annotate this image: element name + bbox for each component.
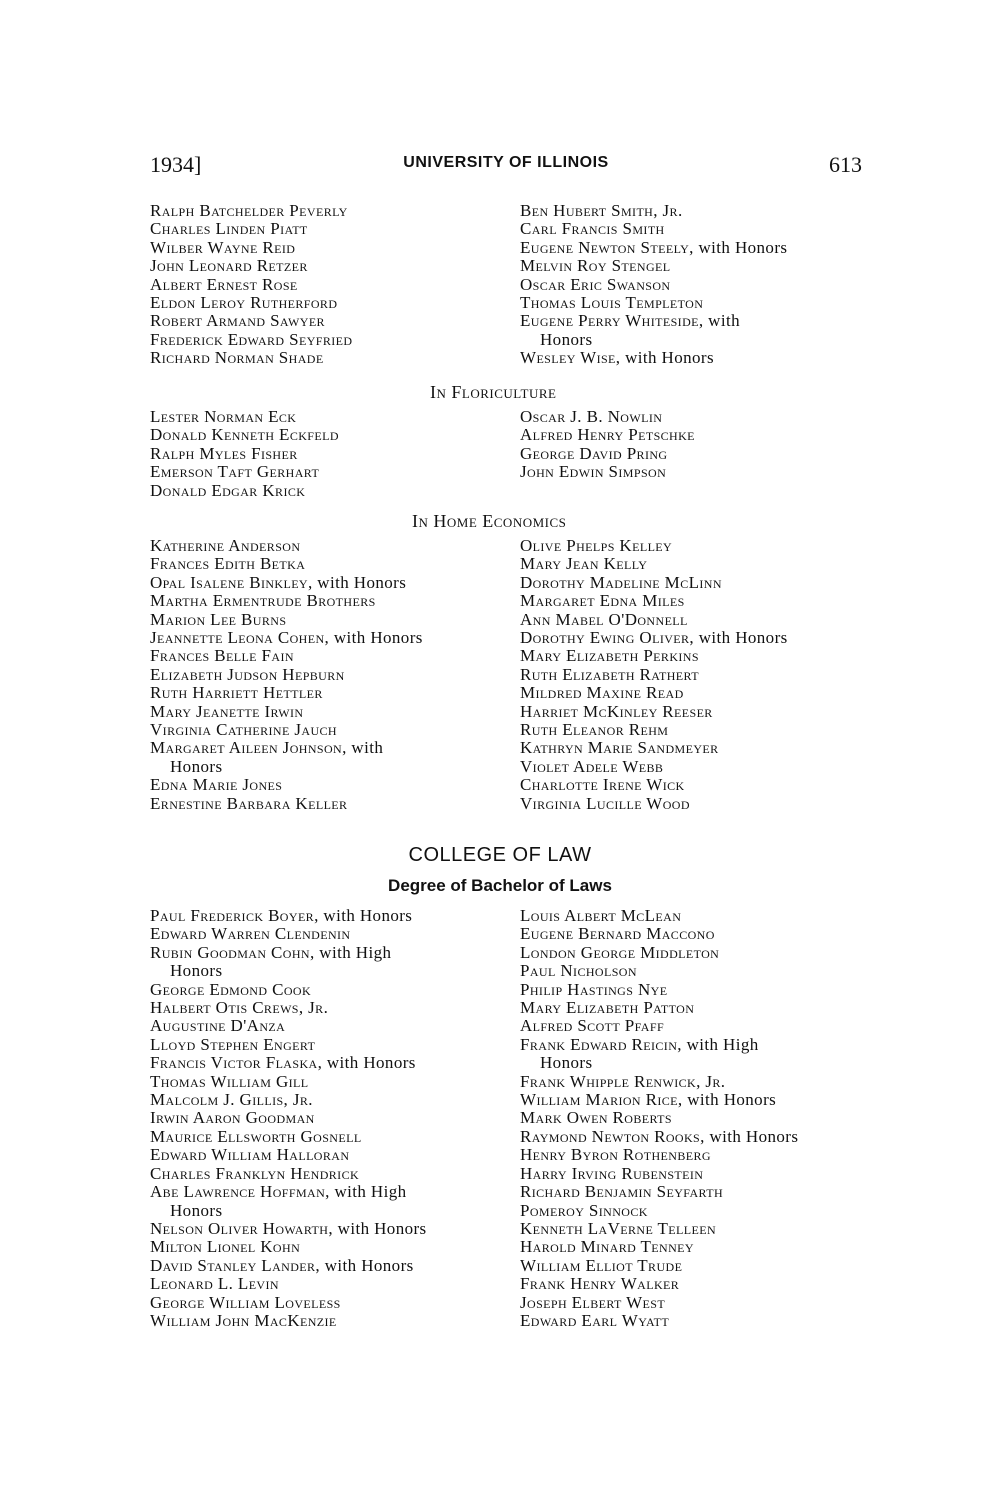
graduate-name: John Leonard Retzer — [150, 256, 308, 276]
graduates-list-left — [150, 202, 352, 368]
graduates-list-right — [520, 202, 787, 368]
graduate-name — [150, 758, 423, 776]
graduate-name-text: Oscar Eric Swanson — [520, 274, 671, 294]
honors-note: with High — [319, 942, 392, 962]
graduate-name — [150, 1109, 427, 1127]
graduate-name: Oscar J. B. Nowlin — [520, 407, 663, 426]
graduate-name-text: Philip Hastings Nye — [520, 979, 668, 999]
floriculture-heading: In Floriculture — [430, 382, 557, 402]
graduate-name-text: Rubin Goodman Cohn, — [150, 942, 320, 962]
graduate-name — [150, 574, 423, 592]
honors-note: with Honors — [317, 572, 407, 592]
graduate-name — [520, 1017, 798, 1035]
graduate-name-text: Thomas Louis Templeton — [520, 293, 704, 313]
graduate-name-text: Raymond Newton Rooks, — [520, 1126, 710, 1146]
graduate-name — [520, 1294, 798, 1312]
honors-note: with — [351, 738, 384, 758]
graduate-name-text: Jeannette Leona Cohen, — [150, 628, 334, 648]
graduate-name — [520, 1128, 798, 1146]
graduate-name-text: Pomeroy Sinnock — [520, 1200, 648, 1220]
graduate-name — [150, 703, 423, 721]
graduate-name-text: Alfred Scott Pfaff — [520, 1016, 665, 1036]
graduate-name-text: Mary Elizabeth Perkins — [520, 646, 699, 666]
graduate-name — [150, 721, 423, 739]
honors-note: with Honors — [333, 628, 423, 648]
running-header — [150, 150, 862, 180]
honors-note: with High — [686, 1034, 759, 1054]
graduate-name-text: Frances Edith Betka — [150, 554, 306, 574]
graduate-name: Albert Ernest Rose — [150, 274, 298, 294]
graduate-name-text: William Elliot Trude — [520, 1255, 683, 1275]
graduate-name — [520, 944, 798, 962]
graduate-name: Ralph Batchelder Peverly — [150, 201, 348, 220]
graduate-name — [150, 1257, 427, 1275]
graduate-name-text: Dorothy Madeline McLinn — [520, 572, 722, 592]
graduate-name-text: Mary Jean Kelly — [520, 554, 648, 574]
graduate-name: Wilber Wayne Reid — [150, 237, 296, 257]
graduate-name — [520, 1202, 798, 1220]
graduate-name-text: Joseph Elbert West — [520, 1292, 666, 1312]
graduate-name — [150, 1054, 427, 1072]
graduate-name — [520, 1183, 798, 1201]
graduate-name — [150, 739, 423, 757]
home-economics-heading: In Home Economics — [412, 511, 567, 531]
graduate-name-text: London George Middleton — [520, 942, 720, 962]
graduate-name — [150, 1073, 427, 1091]
graduate-name — [150, 907, 427, 925]
graduate-name — [150, 555, 423, 573]
graduate-name-text: Dorothy Ewing Oliver, — [520, 628, 699, 648]
graduate-name-text: William John MacKenzie — [150, 1310, 337, 1330]
graduate-name — [520, 1220, 798, 1238]
graduate-name-text: Olive Phelps Kelley — [520, 536, 673, 555]
graduate-name — [520, 202, 787, 220]
graduate-name-text: Maurice Ellsworth Gosnell — [150, 1126, 362, 1146]
graduate-name — [150, 776, 423, 794]
graduate-name — [520, 349, 787, 367]
graduate-name — [520, 1109, 798, 1127]
graduate-name — [150, 666, 423, 684]
graduate-name — [150, 592, 423, 610]
graduate-name — [520, 574, 788, 592]
graduate-name-text: Louis Albert McLean — [520, 906, 682, 925]
graduate-name-text: Elizabeth Judson Hepburn — [150, 664, 345, 684]
graduate-name-text: Edna Marie Jones — [150, 775, 283, 795]
graduate-name — [150, 944, 427, 962]
graduate-name: Robert Armand Sawyer — [150, 311, 325, 331]
page-number: 613 — [829, 152, 862, 177]
graduate-name-text: Ben Hubert Smith, Jr. — [520, 201, 683, 220]
graduate-name — [150, 1128, 427, 1146]
home-economics-list-left — [150, 537, 423, 813]
graduate-name — [520, 294, 787, 312]
graduate-name — [520, 999, 798, 1017]
graduate-name-text: Nelson Oliver Howarth, — [150, 1218, 338, 1238]
graduate-name — [520, 1073, 798, 1091]
graduate-name-text: Edward Warren Clendenin — [150, 924, 351, 944]
graduate-name-text: Thomas William Gill — [150, 1071, 309, 1091]
header-year: 1934] — [150, 152, 202, 177]
graduate-name — [520, 629, 788, 647]
graduate-name — [150, 1017, 427, 1035]
graduate-name-text: Harriet McKinley Reeser — [520, 701, 713, 721]
graduate-name-text: Eugene Newton Steely, — [520, 237, 699, 257]
graduate-name: Frederick Edward Seyfried — [150, 329, 353, 349]
graduate-name-text: Mark Owen Roberts — [520, 1108, 672, 1128]
graduate-name — [150, 1183, 427, 1201]
graduate-name-text: Leonard L. Levin — [150, 1274, 279, 1294]
honors-note: Honors — [170, 756, 223, 776]
graduate-name — [150, 647, 423, 665]
honors-note: with Honors — [687, 1090, 777, 1110]
graduate-name — [520, 537, 788, 555]
graduate-name-text: Ruth Harriett Hettler — [150, 683, 323, 703]
graduate-name-text: Eugene Bernard Maccono — [520, 924, 715, 944]
graduate-name — [520, 758, 788, 776]
graduate-name — [520, 1165, 798, 1183]
graduate-name — [520, 312, 787, 330]
graduate-name — [520, 795, 788, 813]
graduate-name: Donald Edgar Krick — [150, 480, 306, 500]
graduate-name-text: Edward William Halloran — [150, 1145, 350, 1165]
graduate-name-text: Irwin Aaron Goodman — [150, 1108, 315, 1128]
graduate-name: Charles Linden Piatt — [150, 219, 308, 239]
graduate-name-text: David Stanley Lander, — [150, 1255, 325, 1275]
graduate-name-text: Harold Minard Tenney — [520, 1237, 694, 1257]
graduate-name — [520, 555, 788, 573]
graduate-name-text: George Edmond Cook — [150, 979, 312, 999]
graduate-name — [520, 239, 787, 257]
graduate-name — [520, 331, 787, 349]
graduate-name-text: Abe Lawrence Hoffman, — [150, 1182, 335, 1202]
graduate-name: Richard Norman Shade — [150, 348, 324, 368]
college-of-law-heading: COLLEGE OF LAW — [408, 844, 592, 866]
graduate-name — [520, 1275, 798, 1293]
graduate-name-text: Mildred Maxine Read — [520, 683, 684, 703]
graduate-name-text: Marion Lee Burns — [150, 609, 287, 629]
honors-note: with Honors — [326, 1053, 416, 1073]
graduate-name — [520, 592, 788, 610]
graduate-name — [520, 666, 788, 684]
graduate-name-text: Richard Benjamin Seyfarth — [520, 1182, 724, 1202]
law-list-left — [150, 907, 427, 1330]
honors-note: with Honors — [625, 348, 715, 368]
graduate-name: Donald Kenneth Eckfeld — [150, 425, 339, 445]
graduate-name-text: Frank Edward Reicin, — [520, 1034, 687, 1054]
graduate-name-text: Francis Victor Flaska, — [150, 1053, 327, 1073]
graduate-name-text: Paul Nicholson — [520, 961, 637, 981]
graduate-name — [520, 776, 788, 794]
graduate-name — [150, 999, 427, 1017]
graduate-name-text: Frances Belle Fain — [150, 646, 294, 666]
graduate-name — [150, 1275, 427, 1293]
graduate-name-text: Opal Isalene Binkley, — [150, 572, 318, 592]
graduate-name — [150, 1036, 427, 1054]
graduate-name — [520, 1312, 798, 1330]
honors-note: Honors — [170, 961, 223, 981]
graduate-name-text: Kathryn Marie Sandmeyer — [520, 738, 719, 758]
graduate-name-text: Virginia Catherine Jauch — [150, 720, 337, 740]
graduate-name — [150, 537, 423, 555]
graduate-name-text: Frank Henry Walker — [520, 1274, 680, 1294]
graduate-name — [150, 981, 427, 999]
graduate-name-text: Martha Ermentrude Brothers — [150, 591, 376, 611]
graduate-name: George David Pring — [520, 443, 668, 463]
graduate-name — [150, 1146, 427, 1164]
graduate-name — [520, 647, 788, 665]
graduate-name-text: Melvin Roy Stengel — [520, 256, 671, 276]
floriculture-list-right — [520, 408, 695, 482]
graduate-name-text: Harry Irving Rubenstein — [520, 1163, 704, 1183]
graduate-name — [150, 611, 423, 629]
degree-heading: Degree of Bachelor of Laws — [388, 876, 612, 895]
graduate-name — [520, 925, 798, 943]
graduate-name-text: Henry Byron Rothenberg — [520, 1145, 711, 1165]
honors-note: with Honors — [324, 1255, 414, 1275]
graduate-name-text: Charlotte Irene Wick — [520, 775, 685, 795]
graduate-name — [520, 1036, 798, 1054]
honors-note: with Honors — [337, 1218, 427, 1238]
graduate-name — [150, 962, 427, 980]
graduate-name-text: Violet Adele Webb — [520, 756, 664, 776]
graduate-name: Alfred Henry Petschke — [520, 425, 695, 445]
graduate-name-text: Wesley Wise, — [520, 348, 626, 368]
home-economics-list-right — [520, 537, 788, 813]
graduate-name — [150, 1091, 427, 1109]
graduate-name — [520, 721, 788, 739]
graduate-name — [150, 1202, 427, 1220]
honors-note: with Honors — [698, 628, 788, 648]
graduate-name-text: Frank Whipple Renwick, Jr. — [520, 1071, 726, 1091]
graduate-name-text: William Marion Rice, — [520, 1090, 688, 1110]
graduate-name-text: Charles Franklyn Hendrick — [150, 1163, 360, 1183]
graduate-name-text: Mary Jeanette Irwin — [150, 701, 304, 721]
graduate-name-text: Milton Lionel Kohn — [150, 1237, 301, 1257]
graduate-name — [520, 257, 787, 275]
graduate-name — [150, 1312, 427, 1330]
honors-note: with Honors — [323, 906, 413, 925]
graduate-name-text: Eugene Perry Whiteside, — [520, 311, 709, 331]
law-list-right — [520, 907, 798, 1330]
honors-note: with Honors — [709, 1126, 799, 1146]
graduate-name-text: Katherine Anderson — [150, 536, 301, 555]
honors-note: with — [708, 311, 740, 331]
graduate-name-text: Carl Francis Smith — [520, 219, 665, 239]
graduate-name-text: Lloyd Stephen Engert — [150, 1034, 316, 1054]
floriculture-list-left — [150, 408, 339, 500]
graduate-name-text: Ruth Elizabeth Rathert — [520, 664, 699, 684]
graduate-name — [520, 1238, 798, 1256]
graduate-name-text: Augustine D'Anza — [150, 1016, 286, 1036]
graduate-name-text: George William Loveless — [150, 1292, 341, 1312]
graduate-name-text: Ernestine Barbara Keller — [150, 793, 348, 813]
graduate-name: John Edwin Simpson — [520, 462, 667, 482]
graduate-name — [150, 925, 427, 943]
graduate-name — [520, 981, 798, 999]
graduate-name-text: Mary Elizabeth Patton — [520, 998, 695, 1018]
graduate-name — [520, 220, 787, 238]
graduate-name — [520, 276, 787, 294]
graduate-name — [520, 1257, 798, 1275]
graduate-name — [150, 684, 423, 702]
graduate-name — [150, 1238, 427, 1256]
graduate-name — [150, 795, 423, 813]
honors-note: with Honors — [698, 237, 788, 257]
graduate-name-text: Edward Earl Wyatt — [520, 1310, 670, 1330]
graduate-name-text: Margaret Edna Miles — [520, 591, 685, 611]
graduate-name-text: Margaret Aileen Johnson, — [150, 738, 352, 758]
graduate-name — [520, 1054, 798, 1072]
graduate-name — [520, 962, 798, 980]
graduate-name — [520, 611, 788, 629]
graduate-name-text: Ruth Eleanor Rehm — [520, 720, 669, 740]
graduate-name: Ralph Myles Fisher — [150, 443, 298, 463]
header-title: UNIVERSITY OF ILLINOIS — [403, 154, 609, 171]
honors-note: Honors — [540, 1053, 593, 1073]
honors-note: Honors — [540, 329, 593, 349]
graduate-name: Eldon Leroy Rutherford — [150, 293, 338, 313]
graduate-name — [150, 629, 423, 647]
graduate-name-text: Malcolm J. Gillis, Jr. — [150, 1090, 313, 1110]
graduate-name — [520, 684, 788, 702]
graduate-name: Lester Norman Eck — [150, 407, 297, 426]
graduate-name — [150, 1294, 427, 1312]
graduate-name — [520, 739, 788, 757]
graduate-name — [520, 1146, 798, 1164]
graduate-name-text: Ann Mabel O'Donnell — [520, 609, 688, 629]
graduate-name — [150, 1220, 427, 1238]
graduate-name-text: Paul Frederick Boyer, — [150, 906, 324, 925]
graduate-name — [150, 1165, 427, 1183]
graduate-name: Emerson Taft Gerhart — [150, 462, 320, 482]
graduate-name-text: Halbert Otis Crews, Jr. — [150, 998, 329, 1018]
graduate-name — [520, 1091, 798, 1109]
graduate-name — [520, 703, 788, 721]
graduate-name-text: Kenneth LaVerne Telleen — [520, 1218, 717, 1238]
graduate-name — [520, 907, 798, 925]
honors-note: Honors — [170, 1200, 223, 1220]
honors-note: with High — [334, 1182, 407, 1202]
graduate-name-text: Virginia Lucille Wood — [520, 793, 690, 813]
